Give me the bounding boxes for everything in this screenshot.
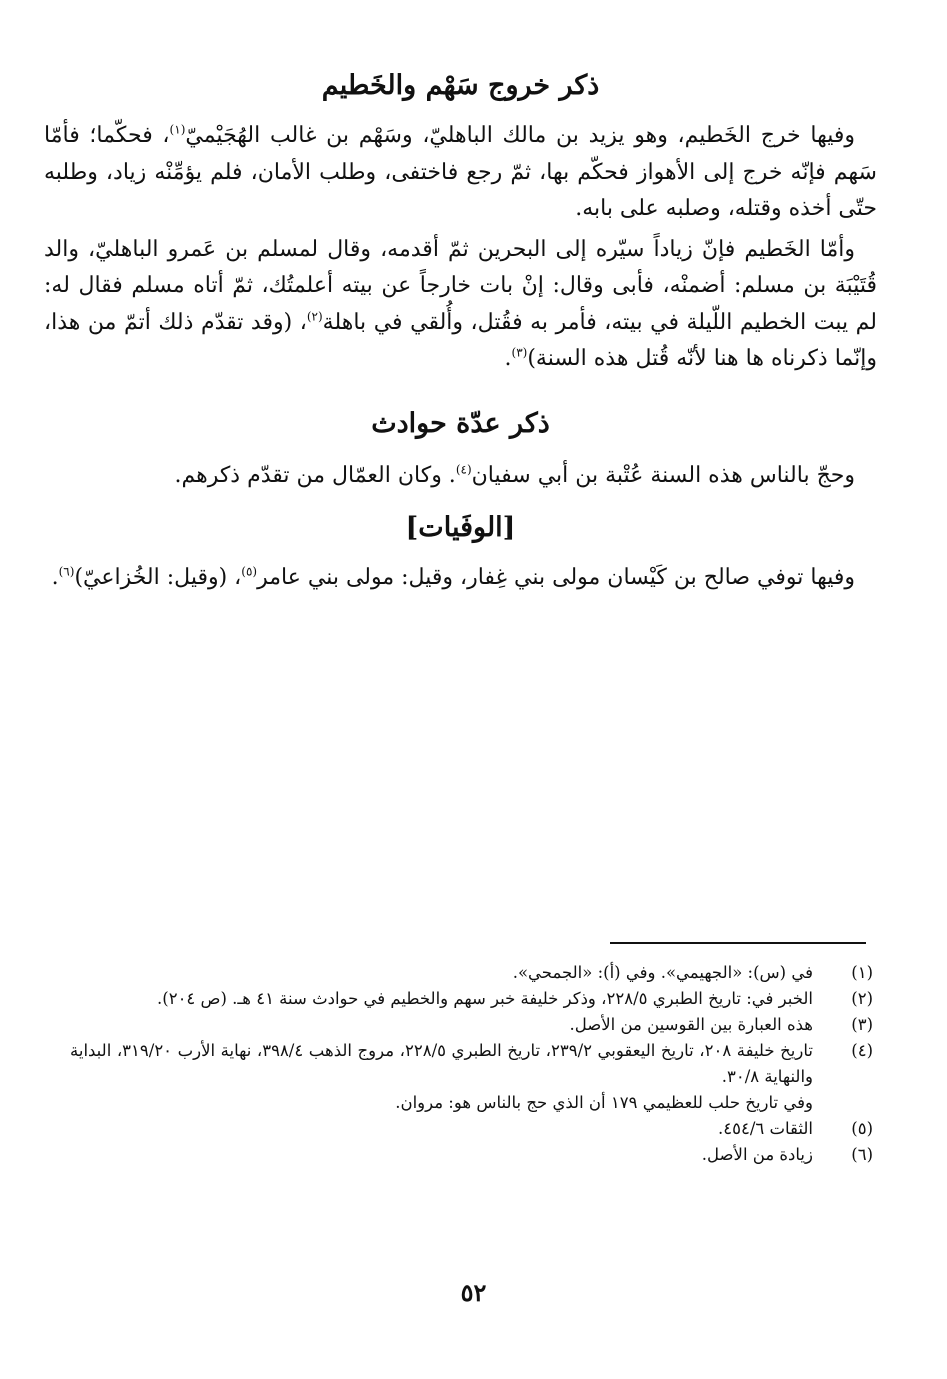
paragraph-text: ، فحكّما؛ فأمّا سَهم فإنّه خرج إلى الأهواز فحكّم بها، ثمّ رجع فاختفى، وطلب الأمان، فلم يؤمِّنْه زياد، وطلبه حتّى أخذه وقتله، وصلبه على بابه.	[44, 123, 877, 221]
footnote-number: (٣)	[851, 1015, 873, 1034]
paragraph-text: وفيها خرج الخَطيم، وهو يزيد بن مالك الباهليّ، وسَهْم بن غالب الهُجَيْميّ	[185, 123, 855, 148]
main-text	[44, 66, 877, 601]
footnote-number: (٦)	[851, 1145, 873, 1164]
paragraph-hajj	[44, 458, 877, 495]
footnote-separator	[610, 942, 866, 944]
footnote-number: (١)	[851, 963, 873, 982]
footnote-ref[interactable]: (٣)	[511, 345, 528, 360]
section-heading-khuruj: ذكر خروج سَهْم والخَطيم	[321, 70, 600, 101]
footnote-text: الخبر في: تاريخ الطبري ٢٢٨/٥، وذكر خليفة خبر سهم والخطيم في حوادث سنة ٤١ هـ. (ص ٢٠٤).	[157, 989, 813, 1008]
paragraph-text: وحجّ بالناس هذه السنة عُتْبة بن أبي سفيان	[471, 462, 855, 488]
footnote-item	[70, 1142, 873, 1168]
footnote-text: هذه العبارة بين القوسين من الأصل.	[569, 1015, 813, 1034]
footnote-number: (٥)	[851, 1119, 873, 1138]
footnotes	[70, 960, 873, 1168]
paragraph-text: .	[504, 346, 512, 371]
footnote-ref[interactable]: (٦)	[58, 564, 75, 579]
footnote-ref[interactable]: (٢)	[306, 309, 323, 324]
footnote-item	[70, 986, 873, 1012]
footnote-text: في (س): «الجهيمي». وفي (أ): «الجمحي».	[512, 963, 813, 982]
footnote-text: زيادة من الأصل.	[701, 1145, 813, 1164]
footnote-text: الثقات ٤٥٤/٦.	[717, 1119, 813, 1138]
footnote-item	[70, 1038, 873, 1090]
footnote-ref[interactable]: (٤)	[455, 462, 472, 477]
paragraph-khatim	[44, 232, 877, 378]
section-heading-hawadith: ذكر عدّة حوادث	[371, 407, 550, 439]
paragraph-text: ، (وقد تقدّم ذلك أتمّ من هذا، وإنّما ذكرناه ها هنا لأنّه قُتل هذه السنة)	[44, 309, 877, 371]
paragraph-sahm	[44, 118, 877, 228]
paragraph-wafayat	[44, 560, 877, 597]
paragraph-text: وفيها توفي صالح بن كَيْسان مولى بني غِفار، وقيل: مولى بني عامر	[257, 565, 855, 590]
paragraph-text: ، (وقيل: الخُزاعيّ)	[74, 565, 242, 590]
paragraph-text: . وكان العمّال من تقدّم ذكرهم.	[174, 462, 456, 488]
paragraph-text: .	[51, 565, 59, 590]
footnote-continuation: وفي تاريخ حلب للعظيمي ١٧٩ أن الذي حج بالناس هو: مروان.	[395, 1093, 813, 1112]
footnote-number: (٢)	[851, 989, 873, 1008]
footnote-number: (٤)	[851, 1041, 873, 1060]
paragraph-text: وأمّا الخَطيم فإنّ زياداً سيّره إلى البحرين ثمّ أقدمه، وقال لمسلم بن عَمرو الباهليّ، والد قُتَيْبَة بن مسلم: أضمنْه، فأبى وقال: إنْ بات خارجاً عن بيته أعلمتُك، ثمّ أتاه مسلم فقال له: لم يبت الخطيم اللّيلة في بيته، فأمر به فقُتل، وأُلقي في باهلة	[44, 236, 877, 335]
page-number: ٥٢	[460, 1278, 487, 1307]
footnote-item	[70, 960, 873, 986]
footnote-item	[70, 1012, 873, 1038]
footnote-ref[interactable]: (٥)	[241, 564, 258, 579]
footnote-item	[70, 1116, 873, 1142]
footnote-ref[interactable]: (١)	[169, 122, 186, 137]
section-heading-wafayat: [الوفَيات]	[405, 512, 516, 543]
footnote-text: تاريخ خليفة ٢٠٨، تاريخ اليعقوبي ٢٣٩/٢، تاريخ الطبري ٢٢٨/٥، مروج الذهب ٣٩٨/٤، نهاية الأرب ٣١٩/٢٠، البداية والنهاية ٣٠/٨.	[70, 1041, 813, 1086]
